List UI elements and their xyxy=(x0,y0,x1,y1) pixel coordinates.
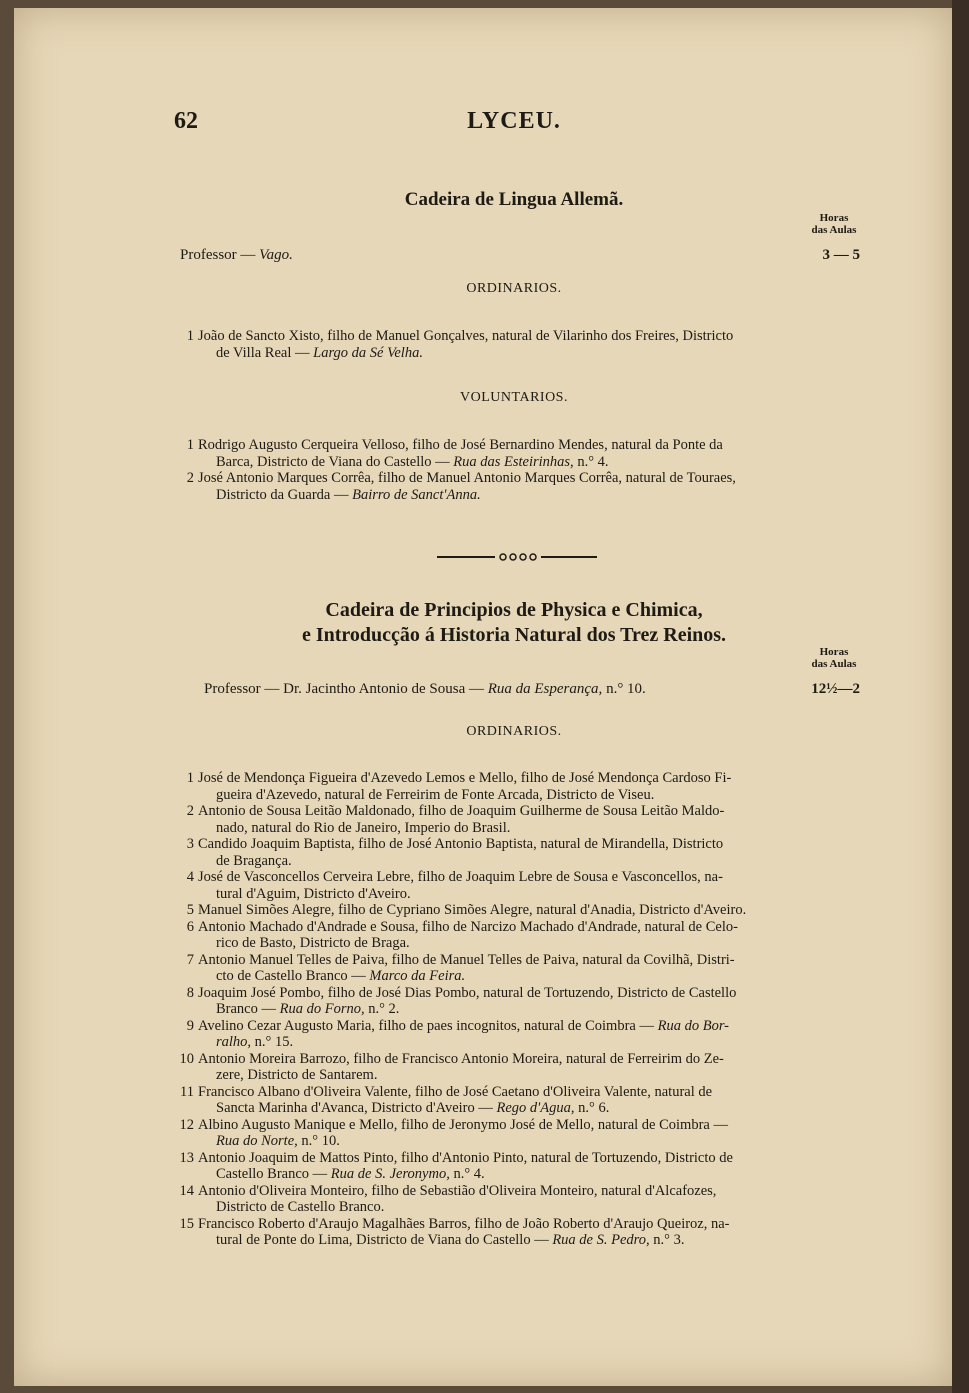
entry-text xyxy=(198,1084,868,1117)
entry-number: 9 xyxy=(186,1017,194,1034)
entry-text xyxy=(198,1150,868,1183)
entry-line-2-text: tural d'Aguim, Districto d'Aveiro. xyxy=(216,885,411,902)
class-hours: 3 — 5 xyxy=(822,247,860,263)
ornamental-divider xyxy=(437,553,597,561)
entry-line-1-text: Antonio de Sousa Leitão Maldonado, filho de Joaquim Guilherme de Sousa Leitão Maldo- xyxy=(198,803,725,819)
voluntarios-heading: VOLUNTARIOS. xyxy=(460,390,568,405)
entry-line-2 xyxy=(198,886,868,903)
entry-line-2-text: rico de Basto, Districto de Braga. xyxy=(216,935,410,951)
entry-number: 4 xyxy=(186,869,194,885)
entry-line-1-text: José Antonio Marques Corrêa, filho de Manuel Antonio Marques Corrêa, natural de Touraes, xyxy=(198,470,736,486)
entry-line-2 xyxy=(198,1100,868,1117)
entry-line-2 xyxy=(198,1199,868,1216)
entry-line-1-text: Antonio Moreira Barrozo, filho de Francisco Antonio Moreira, natural de Ferreirim do Ze- xyxy=(198,1050,724,1067)
list-item xyxy=(172,470,868,503)
entry-line-1-text: Avelino Cezar Augusto Maria, filho de paes incognitos, natural de Coimbra — xyxy=(198,1017,658,1034)
entry-line-1 xyxy=(198,869,723,885)
entry-line-2-text: Sancta Marinha d'Avanca, Districto d'Aveiro — xyxy=(216,1100,497,1116)
entry-text xyxy=(198,1018,868,1051)
entry-number: 2 xyxy=(186,803,194,819)
ordinarios-list-1 xyxy=(172,328,868,361)
entry-line-2-text: de Villa Real — xyxy=(216,344,314,361)
list-item xyxy=(172,952,868,985)
entry-text xyxy=(198,902,868,919)
list-item xyxy=(172,1018,868,1051)
list-item xyxy=(172,1150,868,1183)
entry-text xyxy=(198,1183,868,1216)
list-item xyxy=(172,770,868,803)
entry-address-number: n.° 10. xyxy=(297,1133,340,1149)
professor-line-2: Professor — Dr. Jacintho Antonio de Sousa — Rua da Esperança, n.° 10. 12½—2 xyxy=(204,681,860,697)
entry-text xyxy=(198,952,868,985)
list-item xyxy=(172,1216,868,1249)
entry-line-1-text: Antonio d'Oliveira Monteiro, filho de Sebastião d'Oliveira Monteiro, natural d'Alcafozes, xyxy=(198,1182,717,1199)
list-item xyxy=(172,869,868,902)
entry-line-2-text: zere, Districto de Santarem. xyxy=(216,1067,378,1083)
section-title-physica-chimica: Cadeira de Principios de Physica e Chimica, e Introducção á Historia Natural dos Trez Reinos. xyxy=(301,599,727,646)
list-item xyxy=(172,1051,868,1084)
page-number: 62 xyxy=(174,108,198,134)
entry-line-1 xyxy=(198,1183,716,1199)
entry-line-1-text: Francisco Roberto d'Araujo Magalhães Barros, filho de João Roberto d'Araujo Queiroz, na- xyxy=(198,1215,730,1232)
page-title: LYCEU. xyxy=(467,108,561,134)
entry-number: 8 xyxy=(186,984,194,1001)
entry-address: Marco da Feira. xyxy=(369,968,466,984)
entry-line-1-text: João de Sancto Xisto, filho de Manuel Gonçalves, natural de Vilarinho dos Freires, Districto xyxy=(198,328,734,344)
entry-line-2-text: Districto da Guarda — xyxy=(216,486,353,503)
entry-number: 13 xyxy=(179,1149,194,1166)
entry-line-2-text: Barca, Districto de Viana do Castello — xyxy=(216,453,454,470)
entry-line-2 xyxy=(198,1166,868,1183)
entry-number: 5 xyxy=(186,902,194,918)
entry-number: 15 xyxy=(179,1215,194,1232)
entry-number: 12 xyxy=(179,1116,194,1133)
entry-line-1-address: Rua do Bor- xyxy=(657,1017,730,1034)
entry-line-1-text: Manuel Simões Alegre, filho de Cypriano Simões Alegre, natural d'Anadia, Districto d'Aveiro. xyxy=(198,902,747,918)
entry-line-1 xyxy=(198,470,736,486)
entry-line-2-text: cto de Castello Branco — xyxy=(216,968,370,984)
page-header xyxy=(160,108,868,140)
entry-line-2-text: nado, natural do Rio de Janeiro, Imperio do Brasil. xyxy=(216,819,511,836)
entry-address: Bairro de Sanct'Anna. xyxy=(352,486,481,503)
entry-line-1-text: Antonio Joaquim de Mattos Pinto, filho d'Antonio Pinto, natural de Tortuzendo, Districto de xyxy=(198,1149,733,1166)
ordinarios-heading-2: ORDINARIOS. xyxy=(466,724,562,739)
entry-number: 6 xyxy=(186,918,194,935)
entry-text xyxy=(198,470,868,503)
entry-line-1 xyxy=(198,437,723,453)
entry-number: 10 xyxy=(179,1050,194,1067)
entry-address-number: n.° 2. xyxy=(364,1001,400,1017)
entry-line-2-text: de Bragança. xyxy=(216,852,292,869)
list-item xyxy=(172,1084,868,1117)
entry-line-1 xyxy=(198,1150,733,1166)
list-item xyxy=(172,985,868,1018)
entry-line-2-text: tural de Ponte do Lima, Districto de Viana do Castello — xyxy=(216,1232,553,1248)
entry-line-1 xyxy=(198,1216,730,1232)
class-hours-2: 12½—2 xyxy=(811,681,860,697)
entry-line-2-text: Districto de Castello Branco. xyxy=(216,1199,385,1215)
entry-line-2 xyxy=(198,1067,868,1084)
entry-line-1 xyxy=(198,1051,724,1067)
professor-line-1: Professor — Vago. 3 — 5 xyxy=(180,247,860,263)
entry-line-2 xyxy=(198,1001,868,1018)
entry-text xyxy=(198,869,868,902)
entry-address-number: n.° 4. xyxy=(449,1166,485,1182)
entry-line-1-text: José de Vasconcellos Cerveira Lebre, filho de Joaquim Lebre de Sousa e Vasconcellos, na- xyxy=(198,869,723,885)
entry-text xyxy=(198,1051,868,1084)
list-item xyxy=(172,1183,868,1216)
entry-line-2 xyxy=(198,1133,868,1150)
entry-address-number: n.° 3. xyxy=(649,1232,685,1248)
voluntarios-list xyxy=(172,437,868,503)
entry-line-2-text: gueira d'Azevedo, natural de Ferreirim de Fonte Arcada, Districto de Viseu. xyxy=(216,786,655,803)
entry-address: Largo da Sé Velha. xyxy=(313,344,423,361)
ordinarios-list-2 xyxy=(172,770,868,1249)
entry-line-1-text: Candido Joaquim Baptista, filho de José Antonio Baptista, natural de Mirandella, Districto xyxy=(198,836,724,852)
entry-text xyxy=(198,919,868,952)
entry-text xyxy=(198,836,868,869)
horas-label: Horas das Aulas xyxy=(811,212,857,236)
entry-address: Rua de S. Pedro, xyxy=(552,1232,650,1248)
entry-address: Rego d'Agua, xyxy=(496,1100,575,1116)
entry-number: 2 xyxy=(186,470,194,486)
ordinarios-heading-1: ORDINARIOS. xyxy=(466,281,562,296)
entry-line-2 xyxy=(198,345,868,362)
entry-line-2-text: Branco — xyxy=(216,1001,280,1017)
entry-line-1 xyxy=(198,1084,712,1100)
entry-line-1 xyxy=(198,952,735,968)
entry-number: 14 xyxy=(179,1182,194,1199)
list-item xyxy=(172,919,868,952)
list-item xyxy=(172,1117,868,1150)
entry-number: 11 xyxy=(180,1083,194,1100)
entry-address: Rua do Norte, xyxy=(216,1133,298,1149)
entry-line-2 xyxy=(198,487,868,504)
entry-line-1 xyxy=(198,985,736,1001)
entry-address: Rua das Esteirinhas, xyxy=(453,453,574,470)
entry-address-number: n.° 6. xyxy=(574,1100,610,1116)
entry-line-2 xyxy=(198,935,868,952)
list-item xyxy=(172,902,868,919)
entry-text xyxy=(198,770,868,803)
entry-line-2 xyxy=(198,787,868,804)
entry-text xyxy=(198,437,868,470)
entry-line-1 xyxy=(198,770,731,786)
entry-text xyxy=(198,1117,868,1150)
entry-line-1 xyxy=(198,836,723,852)
entry-address: Rua de S. Jeronymo, xyxy=(330,1166,450,1182)
entry-line-1-text: Francisco Albano d'Oliveira Valente, filho de José Caetano d'Oliveira Valente, natural de xyxy=(198,1083,713,1100)
entry-line-1 xyxy=(198,803,724,819)
entry-line-1-text: José de Mendonça Figueira d'Azevedo Lemos e Mello, filho de José Mendonça Cardoso Fi- xyxy=(198,770,732,786)
entry-line-1 xyxy=(198,919,738,935)
horas-label-2: Horas das Aulas xyxy=(811,646,857,670)
list-item xyxy=(172,803,868,836)
book-edge xyxy=(952,0,969,1393)
entry-number: 7 xyxy=(186,951,194,968)
entry-line-2 xyxy=(198,454,868,471)
entry-line-1-text: Joaquim José Pombo, filho de José Dias Pombo, natural de Tortuzendo, Districto de Castello xyxy=(198,984,737,1001)
entry-line-1 xyxy=(198,328,733,344)
entry-line-2 xyxy=(198,1034,868,1051)
entry-line-1 xyxy=(198,902,746,918)
entry-line-2 xyxy=(198,968,868,985)
entry-line-1 xyxy=(198,1117,728,1133)
list-item xyxy=(172,328,868,361)
entry-line-2-text: Castello Branco — xyxy=(216,1166,331,1182)
entry-number: 3 xyxy=(186,836,194,852)
entry-line-1-text: Antonio Machado d'Andrade e Sousa, filho de Narcizo Machado d'Andrade, natural de Celo- xyxy=(198,918,738,935)
entry-line-1-text: Albino Augusto Manique e Mello, filho de Jeronymo José de Mello, natural de Coimbra — xyxy=(198,1116,728,1133)
entry-text xyxy=(198,803,868,836)
list-item xyxy=(172,836,868,869)
entry-line-2 xyxy=(198,853,868,870)
entry-text xyxy=(198,1216,868,1249)
entry-text xyxy=(198,985,868,1018)
list-item xyxy=(172,437,868,470)
entry-address-number: n.° 4. xyxy=(573,453,609,470)
entry-address: ralho, xyxy=(216,1034,252,1050)
entry-line-2 xyxy=(198,820,868,837)
section-title-lingua-allema: Cadeira de Lingua Allemã. xyxy=(404,189,624,210)
entry-address: Rua do Forno, xyxy=(279,1001,365,1017)
entry-address-number: n.° 15. xyxy=(251,1034,294,1050)
entry-line-2 xyxy=(198,1232,868,1249)
entry-text xyxy=(198,328,868,361)
entry-number: 1 xyxy=(186,770,194,786)
entry-line-1 xyxy=(198,1018,729,1034)
entry-number: 1 xyxy=(186,328,194,344)
entry-line-1-text: Antonio Manuel Telles de Paiva, filho de Manuel Telles de Paiva, natural da Covilhã, Distri- xyxy=(198,951,735,968)
entry-number: 1 xyxy=(186,437,194,453)
entry-line-1-text: Rodrigo Augusto Cerqueira Velloso, filho de José Bernardino Mendes, natural da Ponte da xyxy=(198,437,723,453)
